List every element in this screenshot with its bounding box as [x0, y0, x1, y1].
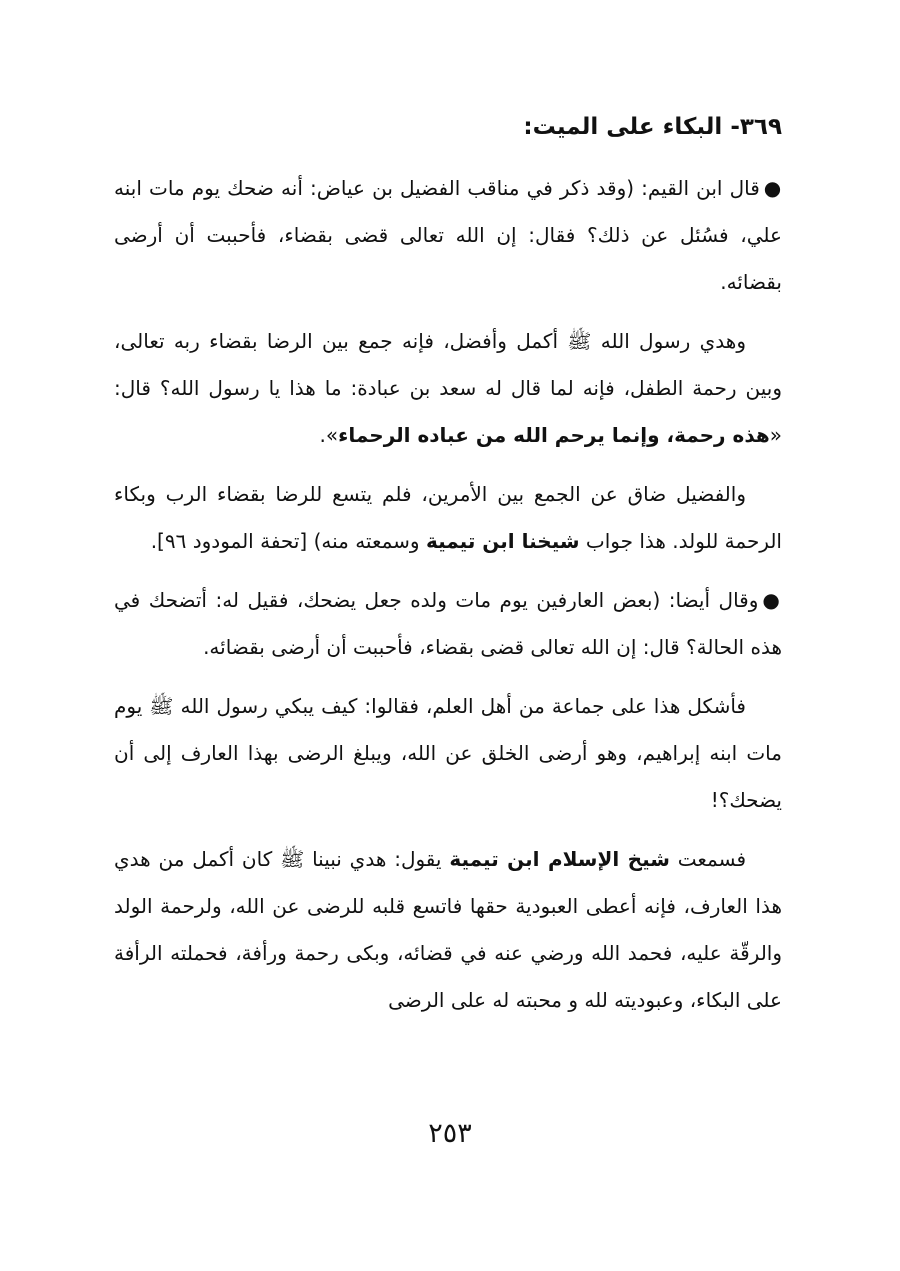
paragraph-3-text-a: والفضيل ضاق عن الجمع بين الأمرين، فلم يتسع للرضا بقضاء الرب وبكاء الرحمة للولد. هذا جواب — [114, 482, 782, 553]
bullet-icon: ● — [762, 588, 783, 612]
paragraph-2-text-a: وهدي رسول الله ﷺ أكمل وأفضل، فإنه جمع بين الرضا بقضاء ربه تعالى، وبين رحمة الطفل، فإنه لما قال له سعد بن عبادة: ما هذا يا رسول الله؟ قال: « — [114, 329, 782, 447]
page-body — [114, 105, 782, 1036]
page-number: ٢٥٣ — [428, 1118, 472, 1149]
paragraph-5-text: فأشكل هذا على جماعة من أهل العلم، فقالوا: كيف يبكي رسول الله ﷺ يوم مات ابنه إبراهيم، وهو أرضى الخلق عن الله، ويبلغ الرضى بهذا العارف إلى أن يضحك؟! — [114, 694, 782, 812]
paragraph-3 — [114, 471, 782, 565]
bullet-icon: ● — [763, 176, 782, 200]
paragraph-1-text: قال ابن القيم: (وقد ذكر في مناقب الفضيل بن عياض: أنه ضحك يوم مات ابنه علي، فسُئل عن ذلك؟ فقال: إن الله تعالى قضى بقضاء، فأحببت أن أرضى بقضائه. — [114, 176, 782, 294]
paragraph-6-text-b: يقول: هدي نبينا ﷺ كان أكمل من هدي هذا العارف، فإنه أعطى العبودية حقها فاتسع قلبه للرضى عن الله، ولرحمة الولد والرقّة عليه، فحمد الله ورضي عنه في قضائه، وبكى رحمة ورأفة، فحملته الرأفة على البكاء، وعبوديته لله و محبته له على الرضى — [114, 847, 782, 1012]
paragraph-1 — [114, 165, 782, 306]
section-heading: ٣٦٩- البكاء على الميت: — [523, 114, 782, 140]
paragraph-4 — [114, 577, 782, 671]
shaykh-al-islam-name: شيخ الإسلام ابن تيمية — [449, 847, 670, 871]
paragraph-2-text-b: ». — [319, 423, 339, 447]
shaykh-name: شيخنا ابن تيمية — [425, 529, 580, 553]
paragraph-4-text: وقال أيضا: (بعض العارفين يوم مات ولده جعل يضحك، فقيل له: أتضحك في هذه الحالة؟ قال: إن الله تعالى قضى بقضاء، فأحببت أن أرضى بقضائه. — [114, 588, 782, 659]
paragraph-6-text-a: فسمعت — [669, 847, 747, 871]
paragraph-5 — [114, 683, 782, 824]
hadith-quote: هذه رحمة، وإنما يرحم الله من عباده الرحماء — [338, 423, 770, 447]
paragraph-3-text-b: وسمعته منه) [تحفة المودود ٩٦]. — [150, 529, 426, 553]
paragraph-6 — [114, 836, 782, 1024]
paragraph-2 — [114, 318, 782, 459]
